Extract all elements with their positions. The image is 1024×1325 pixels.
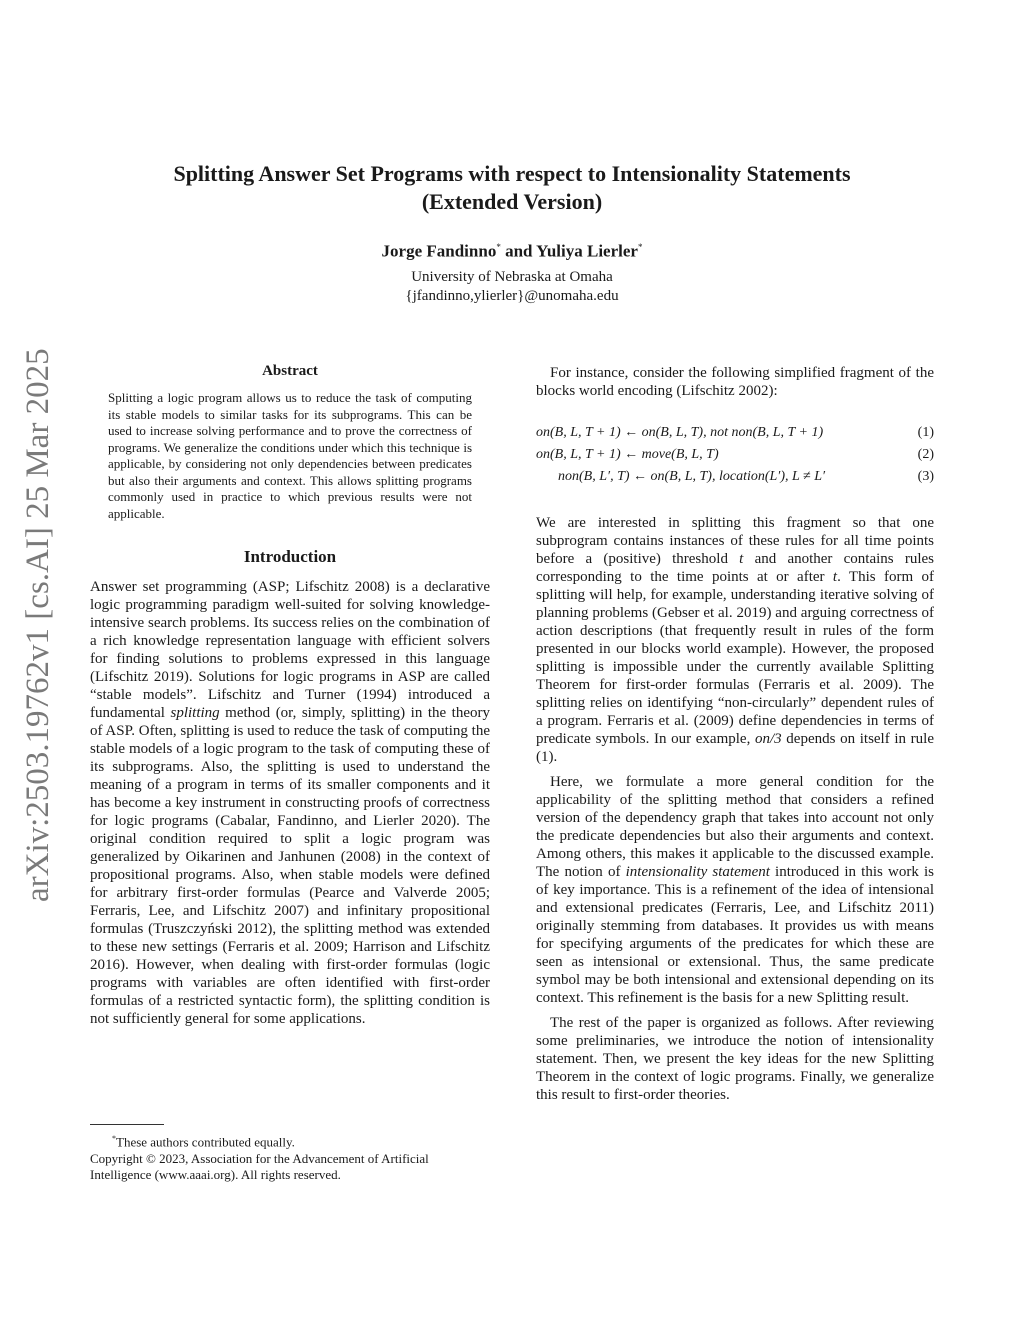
rp2-intensionality-statement: intensionality statement [625,864,770,880]
equation-3-body: non(B, L′, T) ← on(B, L, T), location(L′), L ≠ L′ [558,469,826,484]
paper-title [120,160,904,216]
author-fandinno: Jorge Fandinno [381,241,497,261]
equation-1-number: (1) [917,425,934,440]
equation-2-number: (2) [917,447,934,462]
rp1-t1: t [739,551,744,567]
equation-2-body: on(B, L, T + 1) ← move(B, L, T) [536,447,719,462]
intro-p1-splitting: splitting [170,705,220,721]
right-paragraph-3: The rest of the paper is organized as follows. After reviewing some preliminaries, we introduce the notion of intensionality statement. Then, we present the key ideas for the new Splitting Theorem in the context of logic programs. Finally, we generalize this result to first-order theories. [536,1015,934,1103]
arxiv-stamp [12,330,72,930]
equation-1 [536,422,934,444]
footnote-copyright: Copyright © 2023, Association for the Advancement of Artificial Intelligence (www.aaai.org). All rights reserved. [90,1150,429,1183]
rp1-a: We are interested in splitting this fragment so that one subprogram contains instances of these rules for all time points before a (positive) threshold [536,515,934,567]
footnote-mark: * [112,1134,116,1143]
right-paragraph-1 [536,514,934,766]
rp1-t2: t [832,569,838,585]
institution: University of Nebraska at Omaha [411,269,613,285]
intro-p1-b: method (or, simply, splitting) in the theory of ASP. Often, splitting is used to reduce the task of computing the stable models of a logic program to the task of computing these of its subprograms. Also, the splitting is used to understand the meaning of a program in terms of its smaller components and it has become a key instrument in constructing proofs of correctness for logic programs (Cabalar, Fandinno, and Lierler 2020). The original condition required to split a logic program was generalized by Oikarinen and Janhunen (2008) in the context of propositional programs. Also, when stable models were defined for arbitrary first-order formulas (Pearce and Valverde 2005; Ferraris, Lee, and Lifschitz 2007) and infinitary propositional formulas (Truszczyński 2012), the splitting method was extended to these new settings (Ferraris et al. 2009; Harrison and Lifschitz 2016). However, when dealing with first-order formulas (logic programs with variables are often identified with first-order formulas of a restricted syntactic form), the splitting condition is not sufficiently general for some applications. [90,705,490,1027]
author-line [120,236,904,263]
abstract-text: Splitting a logic program allows us to reduce the task of computing its stable models to similar tasks for its subprograms. This can be used to increase solving performance and to prove the correctness of programs. We generalize the conditions under which this technique is applicable, by considering not only dependencies between predicates but also their arguments and context. This allows splitting programs commonly used in practice to which previous results were not applicable. [108,390,472,521]
right-paragraph-0: For instance, consider the following simplified fragment of the blocks world encoding (Lifschitz 2002): [536,365,934,399]
author-and: and [500,241,537,261]
author-mark-1: * [496,242,501,252]
intro-paragraph [90,578,490,1028]
left-column [90,362,490,1028]
abstract-heading: Abstract [262,363,318,379]
footnote-equal-text: These authors contributed equally. [116,1134,295,1150]
rp1-c: . This form of splitting will help, for example, understanding iterative solving of planning problems (Gebser et al. 2019) and arguing correctness of action descriptions (that frequently result in rules of the form presented in our blocks world example). However, the proposed splitting is impossible under the currently available Splitting Theorem for first-order formulas (Ferraris et al. 2009). The splitting relies on identifying “non-circularly” dependent rules of a program. Ferraris et al. (2009) define dependencies in terms of predicate symbols. In our example, [536,569,934,747]
rp1-d: depends on itself in rule (1). [536,731,934,765]
footnote-equal-contribution [90,1131,490,1151]
introduction-heading: Introduction [243,547,337,566]
affiliation [120,268,904,306]
rp1-on3: on/3 [754,731,782,747]
author-lierler: Yuliya Lierler [536,241,638,261]
intro-p1-a: Answer set programming (ASP; Lifschitz 2008) is a declarative logic programming paradigm well-suited for solving knowledge-intensive search problems. Its success relies on the combination of a rich knowledge representation language with efficient solvers for finding solutions to problems expressed in this language (Lifschitz 2019). Solutions for logic programs in ASP are called “stable models”. Lifschitz and Turner (1994) introduced a fundamental [90,579,490,721]
email: {jfandinno,ylierler}@unomaha.edu [405,288,619,304]
title-line-1: Splitting Answer Set Programs with respect to Intensionality Statements [173,161,851,186]
equation-3-number: (3) [917,469,934,484]
right-paragraph-2 [536,773,934,1007]
equation-2 [536,444,934,466]
rp2-b: introduced in this work is of key importance. This is a refinement of the idea of intensional and extensional predicates (Ferraris, Lee, and Lifschitz 2011) originally stemming from databases. It provides us with means for specifying arguments of the predicates for which these are seen as intensional or extensional. Thus, the same predicate symbol may be both intensional and extensional depending on its context. This refinement is the basis for a new Splitting result. [536,864,934,1006]
footnote-rule [90,1124,164,1125]
equation-block [536,422,934,488]
author-mark-2: * [637,242,643,252]
rp2-a: Here, we formulate a more general condition for the applicability of the splitting method that considers a refined version of the dependency graph that takes into account not only the predicate dependencies but also their arguments and context. Among others, this makes it applicable to the discussed example. The notion of [536,774,934,880]
equation-1-body: on(B, L, T + 1) ← on(B, L, T), not non(B, L, T + 1) [536,425,824,440]
title-line-2: (Extended Version) [421,189,603,214]
footnotes [90,1124,490,1184]
rp1-b: and another contains rules corresponding to the time points at or after [536,551,935,585]
equation-3 [536,466,934,488]
right-column [536,364,934,1104]
arxiv-stamp-text: arXiv:2503.19762v1 [cs.AI] 25 Mar 2025 [20,348,56,902]
